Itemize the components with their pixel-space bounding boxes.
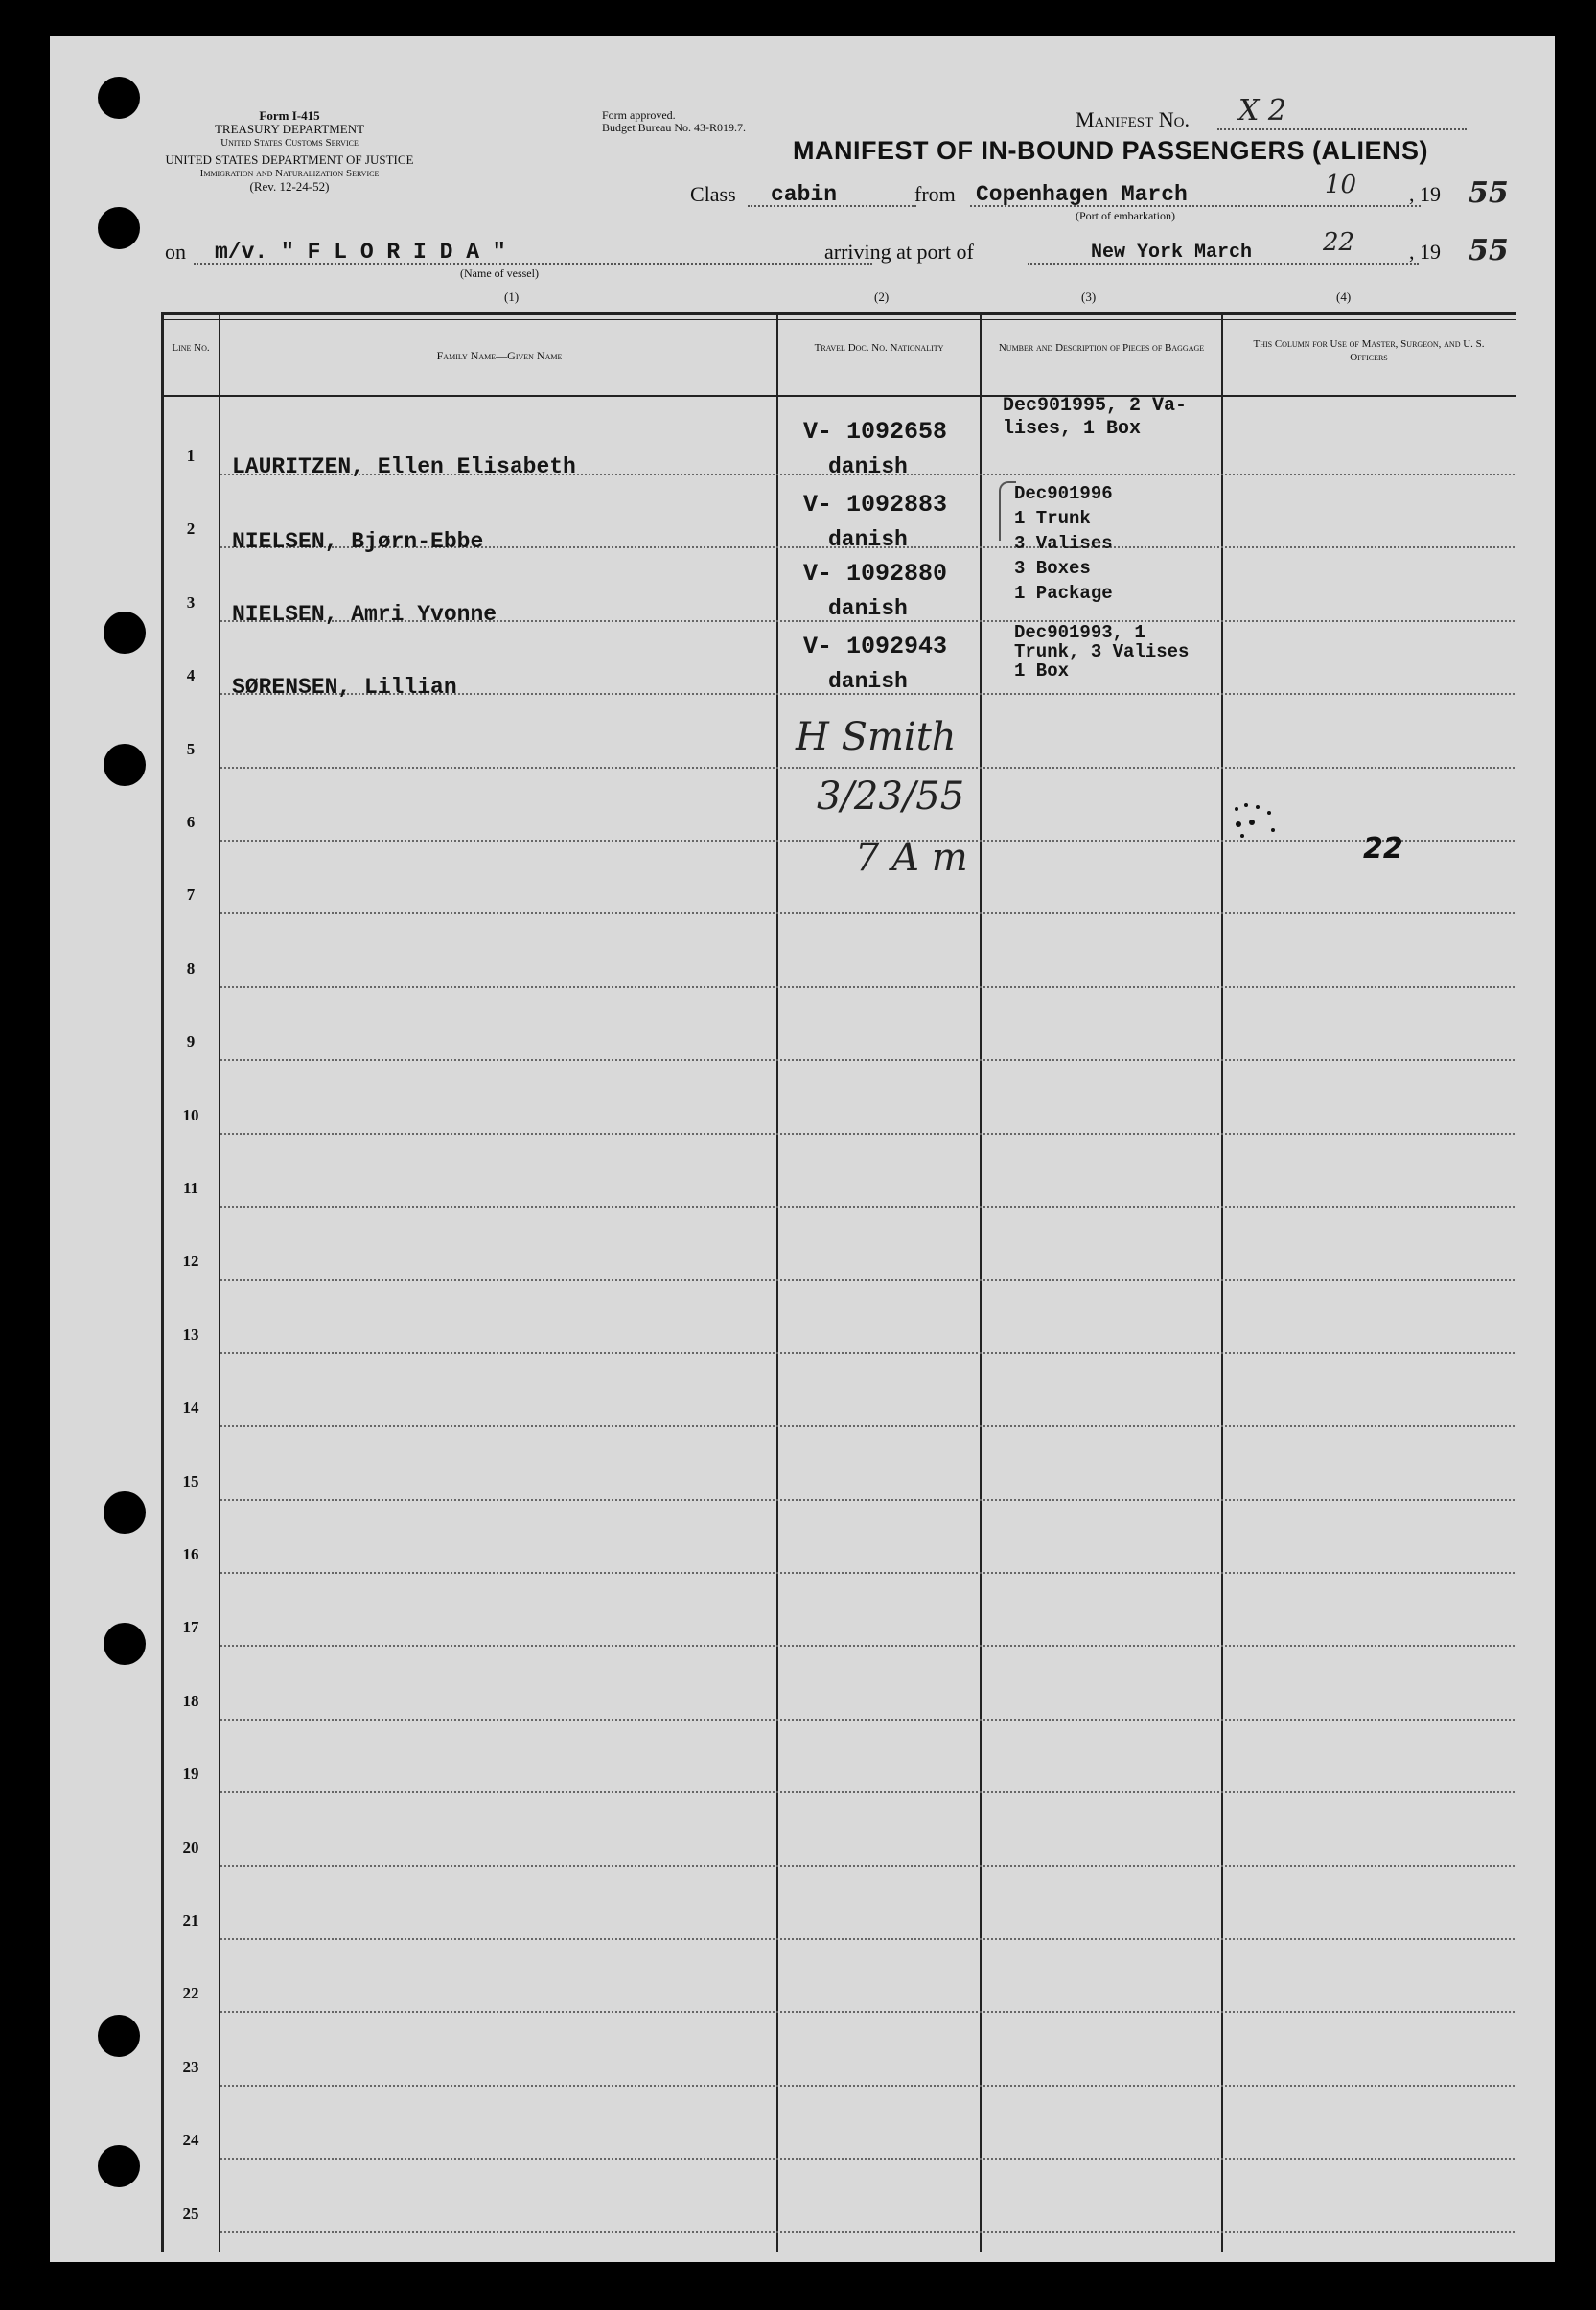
punch-hole (98, 2145, 140, 2187)
line-number: 12 (182, 1252, 199, 1271)
handwritten-signature: H Smith (796, 715, 957, 759)
line-number: 5 (186, 739, 196, 758)
col-number-3: (3) (1081, 289, 1097, 304)
baggage-3 (1014, 623, 1189, 681)
table-top-border (161, 312, 1516, 315)
col-divider-4 (1221, 314, 1223, 2252)
col-divider-1 (219, 314, 220, 2252)
row-line (220, 1499, 1515, 1501)
line-number: 3 (186, 592, 196, 612)
baggage-2-line: 1 Package (1014, 583, 1113, 604)
line-number: 22 (182, 1984, 199, 2003)
year2-prefix: 19 (1420, 240, 1441, 264)
line-number: 14 (182, 1398, 199, 1418)
line-number: 18 (182, 1691, 199, 1710)
form-number: Form I-415 (259, 108, 320, 123)
entry-name-4: SØRENSEN, Lillian (232, 675, 457, 700)
row-line (220, 1938, 1515, 1940)
row-line (220, 2158, 1515, 2160)
form-approved-text: Form approved. (602, 108, 676, 122)
from-day: 10 (1325, 171, 1357, 199)
row-line (220, 1865, 1515, 1867)
header-baggage: Number and Description of Pieces of Baggage (998, 342, 1205, 354)
row-line (220, 1279, 1515, 1281)
from-value: Copenhagen March (976, 182, 1188, 207)
ins-service: Immigration and Naturalization Service (199, 168, 380, 179)
officer-stamp-dots (1231, 803, 1288, 838)
row-line (220, 1791, 1515, 1793)
table-left-border (161, 314, 164, 2252)
col-number-2: (2) (874, 289, 890, 304)
row-line (220, 2085, 1515, 2087)
line-number: 11 (182, 1179, 199, 1197)
class-value: cabin (771, 182, 838, 207)
line-number: 2 (186, 520, 196, 539)
punch-hole (104, 1491, 146, 1534)
form-block (155, 109, 424, 194)
baggage-1 (1003, 395, 1187, 441)
baggage-2 (1014, 481, 1113, 606)
baggage-3-line: 1 Box (1014, 660, 1070, 681)
header-travel-doc: Travel Doc. No. Nationality (814, 342, 944, 354)
line-number: 23 (182, 2057, 199, 2076)
port-embark-caption: (Port of embarkation) (1076, 209, 1175, 222)
row-line (220, 1206, 1515, 1208)
line-number: 10 (182, 1105, 199, 1124)
line-number: 19 (182, 1765, 199, 1784)
baggage-3-line: Trunk, 3 Valises (1014, 641, 1190, 662)
line-number: 20 (182, 1837, 199, 1857)
row-line (220, 1425, 1515, 1427)
row-line (220, 1572, 1515, 1574)
line-number: 6 (186, 813, 196, 831)
row-line (220, 2011, 1515, 2013)
budget-bureau: Budget Bureau No. 43-R019.7. (602, 121, 746, 134)
entry-name-3: NIELSEN, Amri Yvonne (232, 602, 497, 627)
row-line (220, 1719, 1515, 1721)
col-divider-3 (980, 314, 982, 2252)
line-number: 4 (186, 666, 196, 685)
vessel-value: m/v. " F L O R I D A " (215, 240, 506, 265)
header-line-no: Line No. (172, 342, 210, 354)
entry-doc-3: V- 1092880 (803, 560, 948, 588)
revision: (Rev. 12-24-52) (249, 179, 330, 194)
customs-service: United States Customs Service (220, 137, 359, 149)
header-name: Family Name—Given Name (436, 349, 563, 362)
baggage-2-line: 3 Boxes (1014, 558, 1091, 579)
baggage-2-line: 3 Valises (1014, 533, 1113, 554)
line-number: 25 (182, 2204, 199, 2223)
line-number: 24 (182, 2131, 199, 2150)
punch-hole (98, 207, 140, 249)
entry-doc-2: V- 1092883 (803, 491, 948, 519)
row-line (220, 912, 1515, 914)
line-number: 21 (182, 1911, 199, 1929)
col-number-4: (4) (1336, 289, 1352, 304)
treasury-dept: TREASURY DEPARTMENT (214, 122, 365, 136)
col-divider-2 (776, 314, 778, 2252)
year2-label: , 19 (1409, 240, 1441, 264)
year2-value: 55 (1469, 234, 1509, 267)
manifest-no-line (1217, 128, 1467, 130)
punch-hole (104, 1623, 146, 1665)
col-number-1: (1) (504, 289, 520, 304)
arriving-day: 22 (1323, 228, 1355, 257)
manifest-no-value: X 2 (1238, 94, 1286, 127)
row-line (220, 1645, 1515, 1647)
entry-name-2: NIELSEN, Bjørn-Ebbe (232, 529, 484, 554)
class-label: Class (690, 182, 736, 206)
justice-dept: UNITED STATES DEPARTMENT OF JUSTICE (165, 152, 414, 167)
manifest-page (50, 36, 1555, 2262)
punch-hole (98, 2015, 140, 2057)
row-line (220, 1352, 1515, 1354)
line-number: 9 (186, 1032, 196, 1051)
on-label: on (165, 240, 186, 264)
form-approved (602, 109, 746, 134)
line-number: 17 (182, 1618, 199, 1637)
line-number: 1 (186, 447, 196, 465)
vessel-caption: (Name of vessel) (460, 266, 539, 280)
line-number: 16 (182, 1545, 199, 1563)
baggage-bracket (999, 481, 1016, 541)
line-number: 7 (186, 886, 196, 905)
row-line (220, 1059, 1515, 1061)
entry-nationality-4: danish (828, 669, 908, 694)
punch-hole (98, 77, 140, 119)
entry-nationality-1: danish (828, 454, 908, 479)
header-officers: This Column for Use of Master, Surgeon, and U. S. Officers (1253, 338, 1485, 363)
arriving-value: New York March (1091, 242, 1253, 264)
officer-mark: 22 (1363, 832, 1403, 866)
row-line (220, 1133, 1515, 1135)
handwritten-date: 3/23/55 (817, 774, 965, 819)
entry-name-1: LAURITZEN, Ellen Elisabeth (232, 454, 576, 479)
line-number: 13 (182, 1325, 199, 1344)
punch-hole (104, 744, 146, 786)
entry-nationality-2: danish (828, 527, 908, 552)
year-prefix: 19 (1420, 182, 1441, 206)
manifest-no-label: Manifest No. (1076, 107, 1190, 131)
line-number: 15 (182, 1471, 199, 1490)
entry-doc-4: V- 1092943 (803, 633, 948, 660)
year-label: , 19 (1409, 182, 1441, 206)
entry-nationality-3: danish (828, 596, 908, 621)
line-number: 8 (186, 959, 196, 978)
from-label: from (914, 182, 956, 206)
baggage-3-line: Dec901993, 1 (1014, 622, 1145, 643)
baggage-1-line: lises, 1 Box (1003, 418, 1142, 440)
page-title: MANIFEST OF IN-BOUND PASSENGERS (ALIENS) (793, 136, 1429, 165)
year-value: 55 (1469, 176, 1509, 210)
row-line (220, 986, 1515, 988)
punch-hole (104, 612, 146, 654)
stamp-dots-icon (1231, 803, 1288, 838)
entry-doc-1: V- 1092658 (803, 418, 948, 446)
baggage-2-line: Dec901996 (1014, 483, 1113, 504)
arriving-label: arriving at port of (824, 240, 974, 264)
table-top-border-2 (161, 319, 1516, 320)
header-bottom-border (161, 395, 1516, 397)
row-line (220, 2231, 1515, 2233)
handwritten-time: 7 A m (855, 836, 968, 880)
baggage-1-line: Dec901995, 2 Va- (1003, 395, 1188, 417)
row-line (220, 767, 1515, 769)
baggage-2-line: 1 Trunk (1014, 508, 1091, 529)
